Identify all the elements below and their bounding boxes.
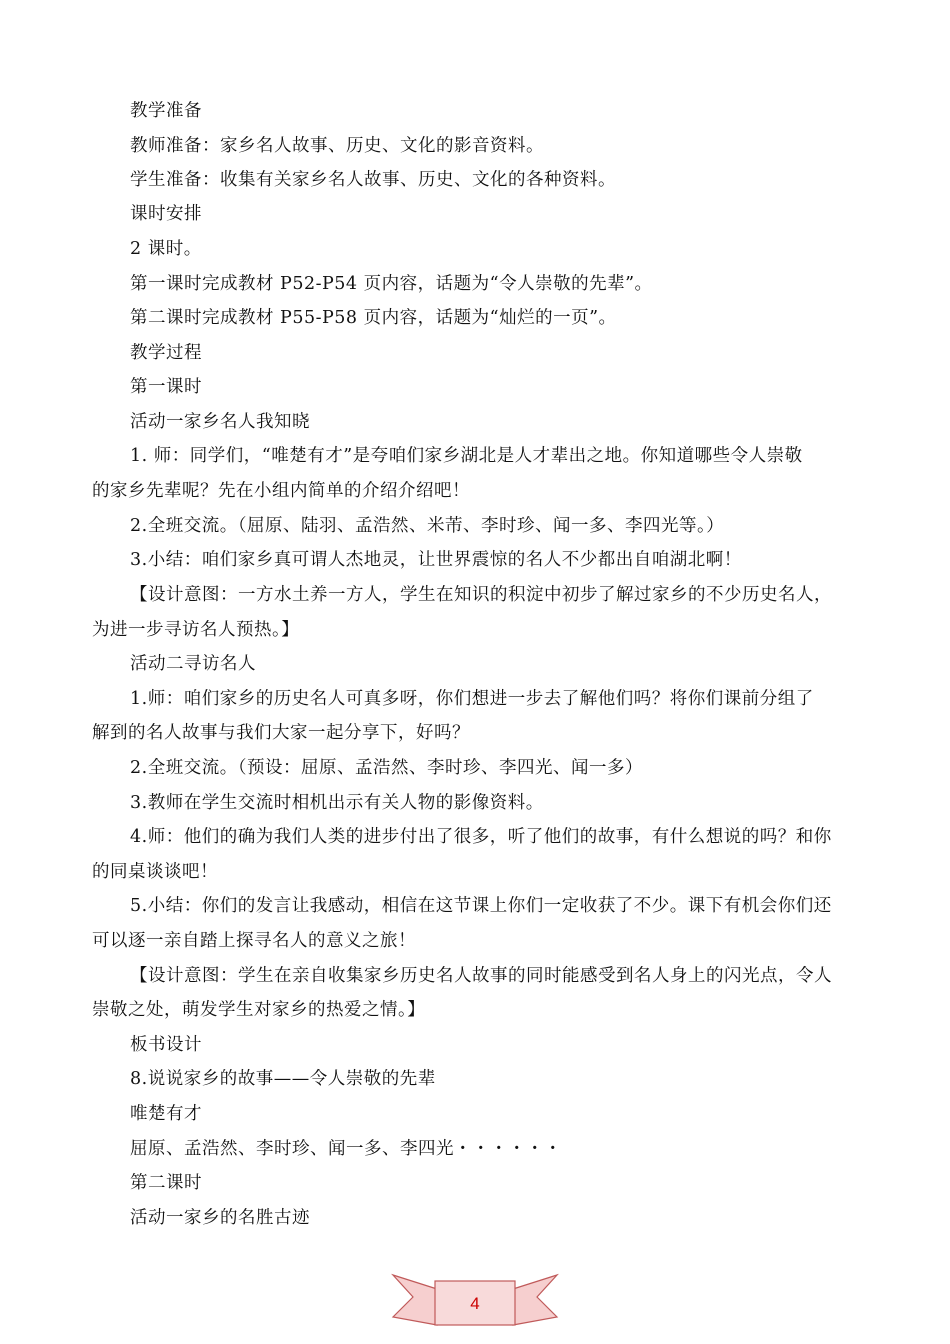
line-28: 板书设计 — [130, 1035, 202, 1055]
line-32: 第二课时 — [130, 1173, 202, 1193]
line-20: 2.全班交流。（预设：屈原、孟浩然、李时珍、李四光、闻一多） — [130, 758, 643, 778]
line-33: 活动一家乡的名胜古迹 — [130, 1208, 310, 1228]
line-29: 8.说说家乡的故事——令人崇敬的先辈 — [130, 1069, 436, 1089]
line-04: 课时安排 — [130, 204, 202, 224]
line-23: 的同桌谈谈吧！ — [92, 862, 218, 882]
line-26: 【设计意图：学生在亲自收集家乡历史名人故事的同时能感受到名人身上的闪光点，令人 — [130, 966, 832, 986]
line-08: 教学过程 — [130, 343, 202, 363]
line-01: 教学准备 — [130, 101, 202, 121]
line-13: 2.全班交流。（屈原、陆羽、孟浩然、米芾、李时珍、闻一多、李四光等。） — [130, 516, 725, 536]
line-21: 3.教师在学生交流时相机出示有关人物的影像资料。 — [130, 793, 544, 813]
line-22: 4.师：他们的确为我们人类的进步付出了很多，听了他们的故事，有什么想说的吗？和你 — [130, 827, 832, 847]
line-27: 崇敬之处，萌发学生对家乡的热爱之情。】 — [92, 1000, 426, 1020]
line-09: 第一课时 — [130, 377, 202, 397]
line-10: 活动一家乡名人我知晓 — [130, 412, 310, 432]
line-02: 教师准备：家乡名人故事、历史、文化的影音资料。 — [130, 136, 544, 156]
line-06: 第一课时完成教材 P52-P54 页内容，话题为“令人崇敬的先辈”。 — [130, 274, 653, 294]
line-30: 唯楚有才 — [130, 1104, 202, 1124]
line-24: 5.小结：你们的发言让我感动，相信在这节课上你们一定收获了不少。课下有机会你们还 — [130, 896, 832, 916]
line-18: 1.师：咱们家乡的历史名人可真多呀，你们想进一步去了解他们吗？将你们课前分组了 — [130, 689, 814, 709]
page-number: 4 — [470, 1294, 480, 1313]
line-11: 1. 师：同学们，“唯楚有才”是夸咱们家乡湖北是人才辈出之地。你知道哪些令人崇敬 — [130, 446, 803, 466]
line-19: 解到的名人故事与我们大家一起分享下，好吗？ — [92, 723, 470, 743]
line-03: 学生准备：收集有关家乡名人故事、历史、文化的各种资料。 — [130, 170, 616, 190]
line-05: 2 课时。 — [130, 239, 202, 259]
line-31: 屈原、孟浩然、李时珍、闻一多、李四光・・・・・・ — [130, 1139, 562, 1159]
line-17: 活动二寻访名人 — [130, 654, 256, 674]
line-25: 可以逐一亲自踏上探寻名人的意义之旅！ — [92, 931, 416, 951]
line-12: 的家乡先辈呢？先在小组内简单的介绍介绍吧！ — [92, 481, 470, 501]
page-number-ribbon — [391, 1271, 559, 1335]
line-15: 【设计意图：一方水土养一方人，学生在知识的积淀中初步了解过家乡的不少历史名人， — [130, 585, 832, 605]
line-07: 第二课时完成教材 P55-P58 页内容，话题为“灿烂的一页”。 — [130, 308, 617, 328]
line-16: 为进一步寻访名人预热。】 — [92, 620, 300, 640]
line-14: 3.小结：咱们家乡真可谓人杰地灵，让世界震惊的名人不少都出自咱湖北啊！ — [130, 550, 742, 570]
